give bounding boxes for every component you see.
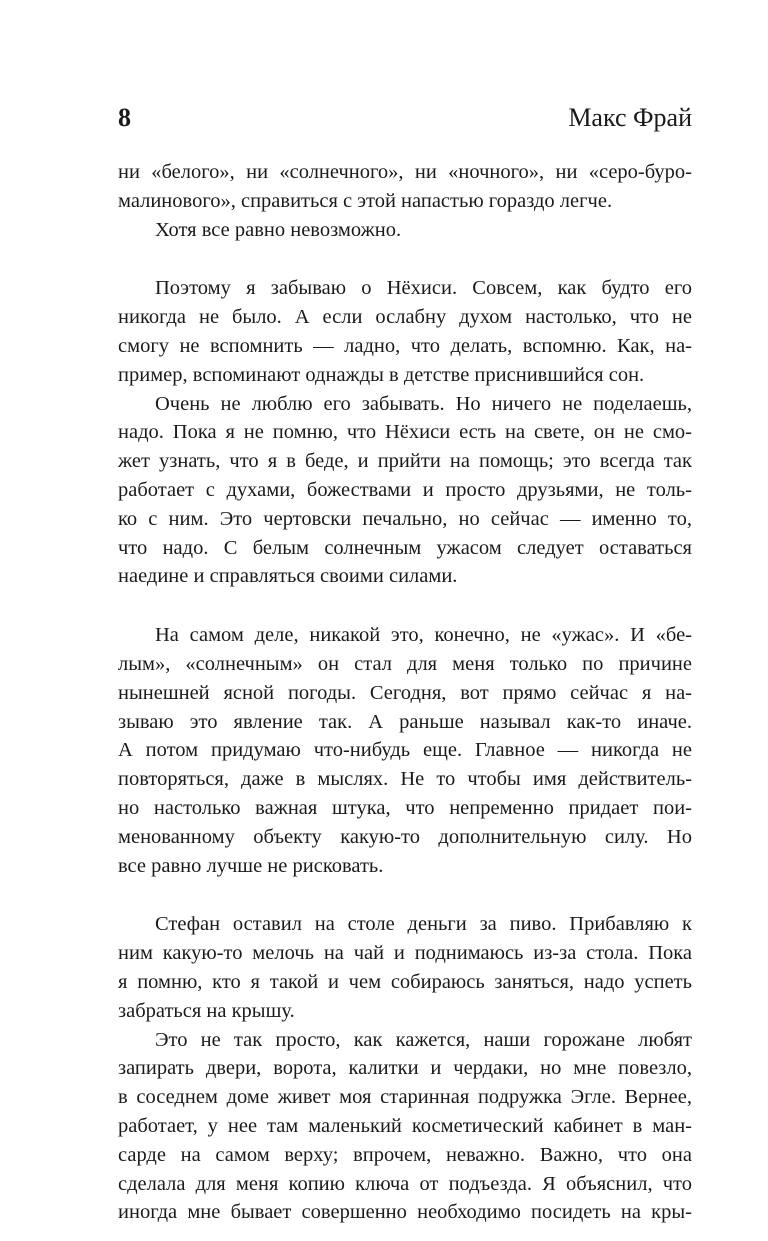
paragraph <box>118 910 692 1025</box>
text-line: забраться на крышу. <box>118 999 295 1022</box>
text-line: Очень не люблю его забывать. Но ничего не поделаешь, <box>155 392 692 415</box>
body-text <box>118 158 692 1227</box>
text-line: никогда не было. А если ослабну духом настолько, что не <box>118 306 692 329</box>
text-line: ним какую-то мелочь на чай и поднимаюсь из-за стола. Пока <box>118 942 692 965</box>
paragraph <box>118 216 692 245</box>
text-line: смогу не вспомнить — ладно, что делать, вспомню. Как, на- <box>118 334 692 357</box>
section-break <box>118 591 692 621</box>
text-line: зываю это явление так. А раньше называл как-то иначе. <box>118 710 692 733</box>
text-line: ни «белого», ни «солнечного», ни «ночного», ни «серо-буро- <box>118 161 692 183</box>
paragraph <box>118 390 692 592</box>
section-break <box>118 244 692 274</box>
text-line: пример, вспоминают однажды в детстве приснившийся сон. <box>118 363 645 386</box>
text-line: что надо. С белым солнечным ужасом следует оставаться <box>118 536 692 559</box>
text-line: Поэтому я забываю о Нёхиси. Совсем, как будто его <box>155 277 692 300</box>
text-line: в соседнем доме живет моя старинная подружка Эгле. Вернее, <box>118 1086 692 1109</box>
text-line: я помню, кто я такой и чем собираюсь заняться, надо успеть <box>118 970 692 993</box>
text-line: работает, у нее там маленький косметический кабинет в ман- <box>118 1114 692 1137</box>
text-line: жет узнать, что я в беде, и прийти на помощь; это всегда так <box>118 450 692 473</box>
paragraph <box>118 274 692 389</box>
text-line: А потом придумаю что-нибудь еще. Главное — никогда не <box>118 739 692 762</box>
running-head-author: Макс Фрай <box>568 103 692 132</box>
text-line: сарде на самом верху; впрочем, неважно. Важно, что она <box>118 1143 692 1166</box>
page-number: 8 <box>118 103 131 132</box>
text-line: Это не так просто, как кажется, наши горожане любят <box>155 1028 692 1051</box>
page-header <box>118 98 692 138</box>
text-line: Стефан оставил на столе деньги за пиво. Прибавляю к <box>155 913 692 936</box>
text-line: менованному объекту какую-то дополнительную силу. Но <box>118 825 692 848</box>
text-line: Хотя все равно невозможно. <box>155 218 402 241</box>
text-line: малинового», справиться с этой напастью гораздо легче. <box>118 189 613 212</box>
text-line: повторяться, даже в мыслях. Не то чтобы имя действитель- <box>118 768 692 791</box>
text-line: наедине и справляться своими силами. <box>118 565 458 588</box>
text-line: запирать двери, ворота, калитки и чердаки, но мне повезло, <box>118 1057 692 1080</box>
section-break <box>118 880 692 910</box>
text-line: лым», «солнечным» он стал для меня только по причине <box>118 652 692 675</box>
text-line: работает с духами, божествами и просто друзьями, не толь- <box>118 478 692 501</box>
text-line: иногда мне бывает совершенно необходимо посидеть на кры- <box>118 1201 692 1224</box>
paragraph <box>118 621 692 880</box>
text-line: ко с ним. Это чертовски печально, но сейчас — именно то, <box>118 507 692 530</box>
text-line: надо. Пока я не помню, что Нёхиси есть на свете, он не смо- <box>118 421 692 444</box>
paragraph <box>118 158 692 216</box>
paragraph <box>118 1026 692 1228</box>
text-line: но настолько важная штука, что непременно придает пои- <box>118 796 692 819</box>
text-line: все равно лучше не рисковать. <box>118 854 384 877</box>
text-line: сделала для меня копию ключа от подъезда. Я объяснил, что <box>118 1172 692 1195</box>
text-line: На самом деле, никакой это, конечно, не «ужас». И «бе- <box>155 624 692 647</box>
text-line: нынешней ясной погоды. Сегодня, вот прямо сейчас я на- <box>118 681 692 704</box>
